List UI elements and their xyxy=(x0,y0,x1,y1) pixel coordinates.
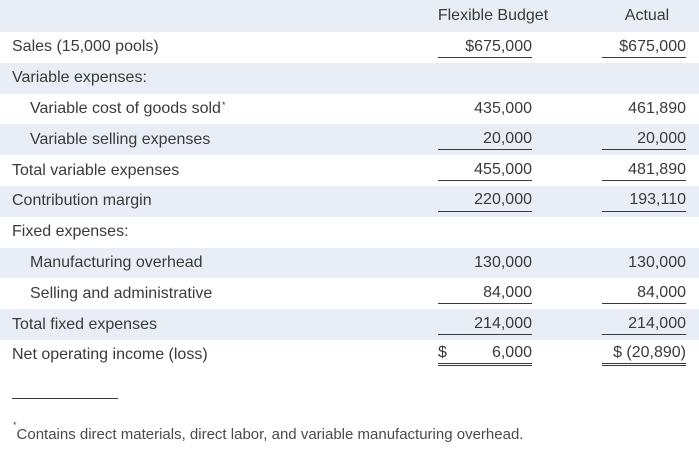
flex-value: $675,000 xyxy=(438,36,532,58)
row-label: Sales (15,000 pools) xyxy=(12,38,159,56)
actual-value: 193,110 xyxy=(602,190,686,212)
actual-value: 130,000 xyxy=(628,253,686,271)
row-label: Variable expenses: xyxy=(12,69,147,87)
header-row xyxy=(0,0,699,32)
table-row-total-fixed xyxy=(0,309,699,340)
flex-value-split xyxy=(438,344,532,362)
table-row-variable-selling xyxy=(0,124,699,155)
flex-value xyxy=(438,344,532,366)
flex-value: 220,000 xyxy=(438,190,532,212)
footnote xyxy=(12,420,524,443)
actual-value: 214,000 xyxy=(602,313,686,335)
flex-value: 130,000 xyxy=(474,253,532,271)
row-label: Total fixed expenses xyxy=(12,315,157,333)
flex-value: 84,000 xyxy=(438,282,532,304)
table-row-manufacturing-overhead xyxy=(0,248,699,279)
footnote-mark: * xyxy=(221,99,226,110)
row-label: Variable selling expenses xyxy=(30,130,211,148)
row-label: Fixed expenses: xyxy=(12,223,129,241)
row-label-text: Variable cost of goods sold xyxy=(30,99,221,117)
table-row-total-variable xyxy=(0,155,699,186)
header-actual: Actual xyxy=(624,7,670,24)
table-row-selling-admin xyxy=(0,278,699,309)
row-label-with-note xyxy=(30,94,225,125)
dollar-sign: $ xyxy=(438,344,447,362)
flex-value: 435,000 xyxy=(474,99,532,117)
actual-value: 20,000 xyxy=(602,128,686,150)
actual-value: 481,890 xyxy=(602,159,686,181)
row-label: Contribution margin xyxy=(12,192,152,210)
flex-value: 214,000 xyxy=(438,313,532,335)
actual-value: $ (20,890) xyxy=(602,344,686,366)
header-flexible-budget: Flexible Budget xyxy=(437,7,549,24)
actual-value: 461,890 xyxy=(628,99,686,117)
table-row-contribution-margin xyxy=(0,186,699,217)
table-row-fixed-expenses xyxy=(0,217,699,248)
flex-amount: 6,000 xyxy=(491,344,532,362)
flex-value: 455,000 xyxy=(438,159,532,181)
flex-value: 20,000 xyxy=(438,128,532,150)
table-row-variable-expenses xyxy=(0,63,699,94)
row-label: Manufacturing overhead xyxy=(30,253,203,271)
table-row-variable-cogs xyxy=(0,94,699,125)
row-label: Selling and administrative xyxy=(30,284,213,302)
footnote-divider xyxy=(12,398,118,399)
footnote-mark: * xyxy=(13,420,17,430)
actual-value: 84,000 xyxy=(602,282,686,304)
table-row-sales xyxy=(0,32,699,63)
actual-value: $675,000 xyxy=(602,36,686,58)
table-row-net-operating-income xyxy=(0,340,699,371)
footnote-text: Contains direct materials, direct labor, and variable manufacturing overhead. xyxy=(16,426,524,443)
row-label: Net operating income (loss) xyxy=(12,346,208,364)
row-label: Total variable expenses xyxy=(12,161,180,179)
